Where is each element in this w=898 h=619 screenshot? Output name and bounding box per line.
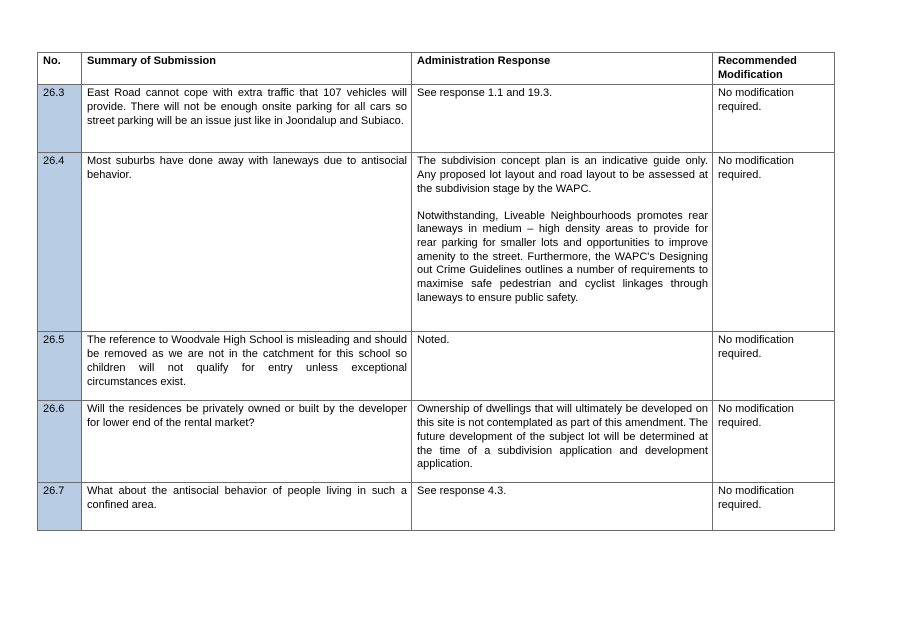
response-paragraph: See response 4.3. xyxy=(417,485,507,498)
header-no: No. xyxy=(38,53,82,85)
header-summary: Summary of Submission xyxy=(82,53,412,85)
row-modification: No modification required. xyxy=(713,483,835,531)
row-modification: No modification required. xyxy=(713,332,835,401)
table-row xyxy=(38,153,835,332)
row-summary: What about the antisocial behavior of people living in such a confined area. xyxy=(82,483,412,531)
row-summary: Most suburbs have done away with laneways due to antisocial behavior. xyxy=(82,153,412,332)
submissions-table xyxy=(37,52,835,531)
row-modification: No modification required. xyxy=(713,153,835,332)
row-number: 26.6 xyxy=(38,401,82,483)
row-number: 26.3 xyxy=(38,85,82,153)
row-number: 26.5 xyxy=(38,332,82,401)
header-modification: Recommended Modification xyxy=(713,53,835,85)
table-row xyxy=(38,85,835,153)
row-response xyxy=(412,401,713,483)
row-modification: No modification required. xyxy=(713,85,835,153)
row-summary: The reference to Woodvale High School is misleading and should be removed as we are not in the catchment for this school so children will not qualify for entry unless exceptional circumstances exist. xyxy=(82,332,412,401)
row-number: 26.7 xyxy=(38,483,82,531)
response-paragraph: See response 1.1 and 19.3. xyxy=(417,87,553,100)
table-row xyxy=(38,483,835,531)
row-response xyxy=(412,483,713,531)
header-response: Administration Response xyxy=(412,53,713,85)
response-paragraph: The subdivision concept plan is an indicative guide only. Any proposed lot layout and road layout to be assessed at the subdivision stage by the WAPC. xyxy=(417,155,708,195)
row-response xyxy=(412,332,713,401)
response-paragraph: Noted. xyxy=(417,334,450,347)
table-row xyxy=(38,401,835,483)
row-number: 26.4 xyxy=(38,153,82,332)
row-summary: Will the residences be privately owned or built by the developer for lower end of the rental market? xyxy=(82,401,412,483)
response-paragraph: Notwithstanding, Liveable Neighbourhoods promotes rear laneways in medium – high density areas to provide for rear parking for smaller lots and opportunities to improve amenity to the street. Furthermore, the WAPC's Designing out Crime Guidelines outlines a number of requirements to maximise safe pedestrian and cyclist linkages through laneways to ensure public safety. xyxy=(417,209,708,304)
row-modification: No modification required. xyxy=(713,401,835,483)
table-row xyxy=(38,332,835,401)
row-summary: East Road cannot cope with extra traffic that 107 vehicles will provide. There will not be enough onsite parking for all cars so street parking will be an issue just like in Joondalup and Subiaco. xyxy=(82,85,412,153)
table-header-row xyxy=(38,53,835,85)
row-response xyxy=(412,153,713,332)
response-paragraph: Ownership of dwellings that will ultimately be developed on this site is not contemplated as part of this amendment. The future development of the subject lot will be determined at the time of a subdivision application and development application. xyxy=(417,403,708,471)
row-response xyxy=(412,85,713,153)
